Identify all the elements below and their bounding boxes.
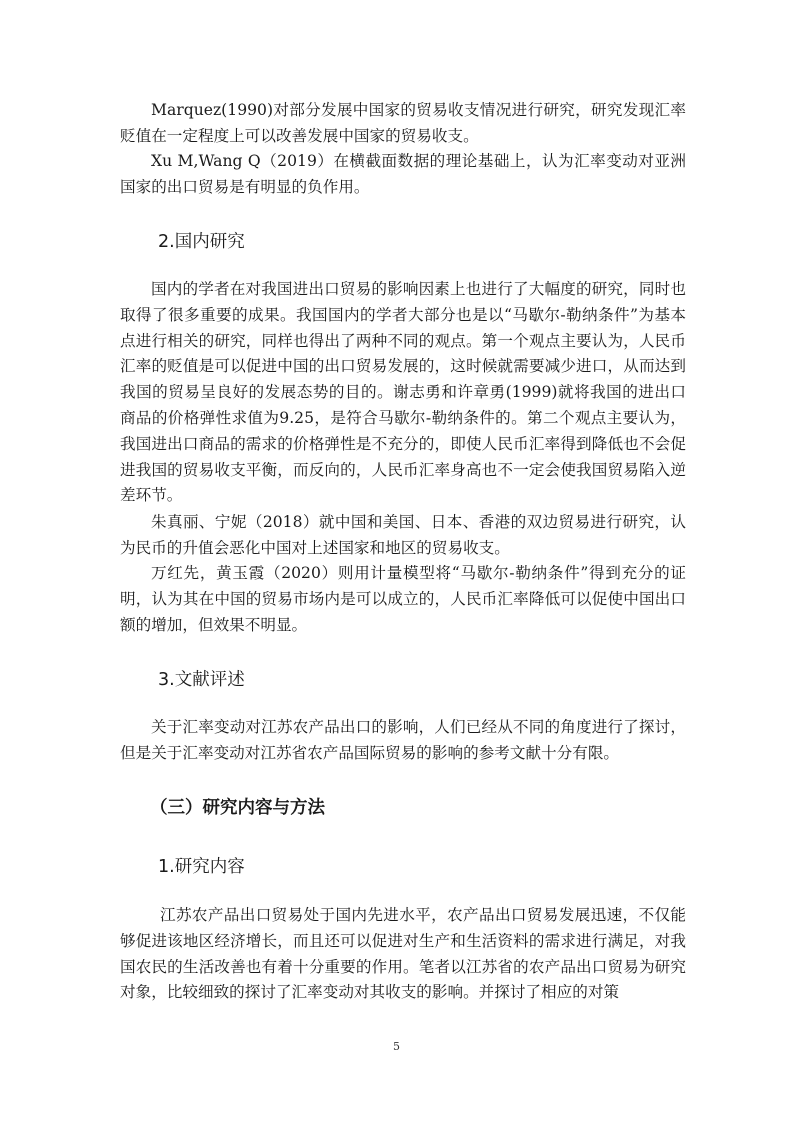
heading-research-content: 1.研究内容 (158, 857, 245, 877)
paragraph-review: 关于汇率变动对江苏农产品出口的影响，人们已经从不同的角度进行了探讨，但是关于汇率变动对江苏省农产品国际贸易的影响的参考文献十分有限。 (120, 718, 686, 762)
heading-domestic-research: 2.国内研究 (158, 232, 245, 252)
heading-literature-review: 3.文献评述 (158, 670, 245, 690)
page-number: 5 (393, 1040, 400, 1053)
heading-research-content-methods: （三）研究内容与方法 (150, 798, 325, 818)
paragraph-domestic: 国内的学者在对我国进出口贸易的影响因素上也进行了大幅度的研究，同时也取得了很多重要的成果。我国国内的学者大部分也是以“马歇尔-勒纳条件”为基本点进行相关的研究，同样也得出了两种不同的观点。第一个观点主要认为，人民币汇率的贬值是可以促进中国的出口贸易发展的，这时候就需要减少进口，从而达到我国的贸易呈良好的发展态势的目的。谢志勇和许章勇(1999)就将我国的进出口商品的价格弹性求值为9.25，是符合马歇尔-勒纳条件的。第二个观点主要认为，我国进出口商品的需求的价格弹性是不充分的，即使人民币汇率得到降低也不会促进我国的贸易收支平衡，而反向的，人民币汇率身高也不一定会使我国贸易陷入逆差环节。 (120, 280, 686, 505)
paragraph-wan: 万红先，黄玉霞（2020）则用计量模型将“马歇尔-勒纳条件”得到充分的证明，认为其在中国的贸易市场内是可以成立的，人民币汇率降低可以促使中国出口额的增加，但效果不明显。 (120, 564, 686, 634)
paragraph-content: 江苏农产品出口贸易处于国内先进水平，农产品出口贸易发展迅速，不仅能够促进该地区经济增长，而且还可以促进对生产和生活资料的需求进行满足，对我国农民的生活改善也有着十分重要的作用。笔者以江苏省的农产品出口贸易为研究对象，比较细致的探讨了汇率变动对其收支的影响。并探讨了相应的对策 (120, 906, 686, 1002)
paragraph-xu: Xu M,Wang Q（2019）在横截面数据的理论基础上，认为汇率变动对亚洲国家的出口贸易是有明显的负作用。 (120, 152, 686, 196)
paragraph-marquez: Marquez(1990)对部分发展中国家的贸易收支情况进行研究，研究发现汇率贬值在一定程度上可以改善发展中国家的贸易收支。 (120, 101, 686, 145)
paragraph-zhu: 朱真丽、宁妮（2018）就中国和美国、日本、香港的双边贸易进行研究，认为民币的升值会恶化中国对上述国家和地区的贸易收支。 (120, 513, 686, 557)
